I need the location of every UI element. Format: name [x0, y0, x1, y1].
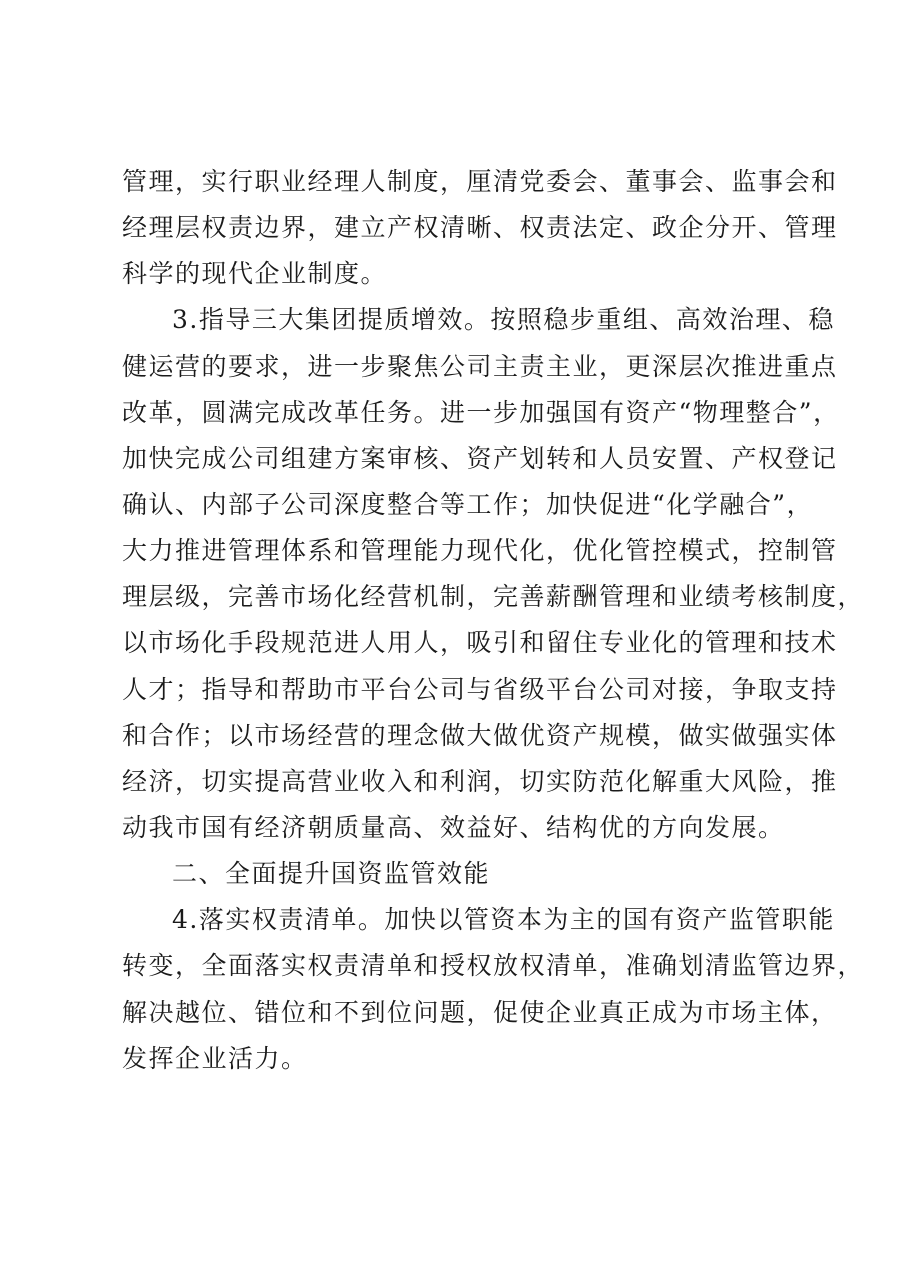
section-heading: 二、全面提升国资监管效能: [172, 859, 491, 888]
paragraph-heading-line: 4.落实权责清单。加快以管资本为主的国有资产监管职能: [172, 905, 835, 934]
text-line: 解决越位、错位和不到位问题，促使企业真正成为市场主体，: [122, 998, 838, 1027]
text-line: 改革，圆满完成改革任务。进一步加强国有资产“物理整合”，: [122, 398, 840, 427]
text-line: 人才；指导和帮助市平台公司与省级平台公司对接，争取支持: [122, 675, 838, 704]
text-line: 科学的现代企业制度。: [122, 259, 388, 288]
text-line: 经济，切实提高营业收入和利润，切实防范化解重大风险，推: [122, 767, 838, 796]
text-line: 发挥企业活力。: [122, 1044, 308, 1073]
text-line: 大力推进管理体系和管理能力现代化，优化管控模式，控制管: [122, 536, 838, 565]
text-line: 加快完成公司组建方案审核、资产划转和人员安置、产权登记: [122, 444, 838, 473]
text-line: 经理层权责边界，建立产权清晰、权责法定、政企分开、管理: [122, 213, 838, 242]
paragraph-heading-line: 3.指导三大集团提质增效。按照稳步重组、高效治理、稳: [172, 305, 835, 334]
text-line: 以市场化手段规范进人用人，吸引和留住专业化的管理和技术: [122, 628, 838, 657]
text-line: 确认、内部子公司深度整合等工作；加快促进“化学融合”，: [122, 490, 814, 519]
text-line: 转变，全面落实权责清单和授权放权清单，准确划清监管边界，: [122, 951, 865, 980]
text-line: 健运营的要求，进一步聚焦公司主责主业，更深层次推进重点: [122, 352, 838, 381]
text-line: 管理，实行职业经理人制度，厘清党委会、董事会、监事会和: [122, 167, 838, 196]
text-line: 和合作；以市场经营的理念做大做优资产规模，做实做强实体: [122, 721, 838, 750]
text-line: 动我市国有经济朝质量高、效益好、结构优的方向发展。: [122, 813, 785, 842]
text-line: 理层级，完善市场化经营机制，完善薪酬管理和业绩考核制度，: [122, 582, 865, 611]
